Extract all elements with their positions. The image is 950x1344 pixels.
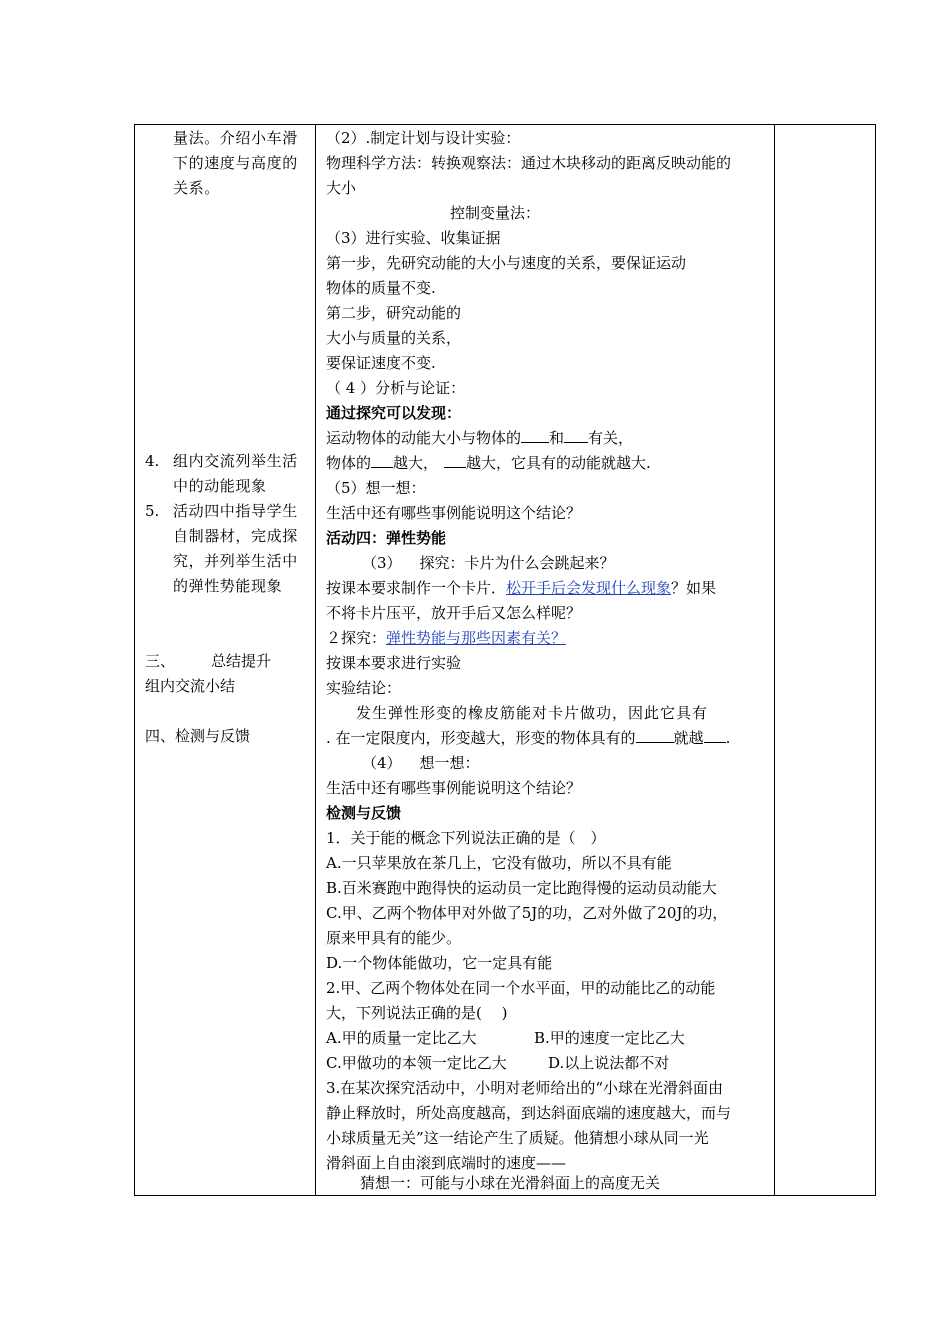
left-text-line: 量法。介绍小车滑	[173, 129, 298, 147]
hyperlink[interactable]: 松开手后会发现什么现象	[506, 579, 672, 597]
question-text: 小球质量无关”这一结论产生了质疑。他猜想小球从同一光	[326, 1129, 709, 1147]
text-line: 不将卡片压平，放开手后又怎么样呢？	[326, 604, 582, 622]
fill-blank-line	[326, 428, 633, 448]
text-segment: ？如果	[671, 579, 717, 597]
text-line: 按课本要求进行实验	[326, 654, 462, 672]
answer-option: B.百米赛跑中跑得快的运动员一定比跑得慢的运动员动能大	[326, 879, 717, 897]
answer-option: C.甲做功的本领一定比乙大	[326, 1054, 507, 1072]
left-text-line: 自制器材，完成探	[173, 527, 298, 545]
text-line: 第二步，研究动能的	[326, 304, 462, 322]
text-segment: 有关，	[588, 429, 634, 447]
column-divider-1	[315, 125, 316, 1195]
column-divider-2	[774, 125, 775, 1195]
text-line: 生活中还有哪些事例能说明这个结论？	[326, 504, 582, 522]
bold-heading: 活动四：弹性势能	[326, 529, 447, 547]
text-line: 实验结论：	[326, 679, 402, 697]
section-number: 三、	[145, 652, 176, 670]
text-segment: （3）	[362, 554, 402, 572]
fill-blank-line	[326, 453, 651, 473]
text-line: 要保证速度不变.	[326, 354, 436, 372]
text-segment: 想一想：	[419, 754, 480, 772]
left-text-line: 中的动能现象	[173, 477, 267, 495]
text-line: （2）.制定计划与设计实验：	[326, 129, 521, 147]
text-line	[326, 553, 615, 573]
bold-heading: 通过探究可以发现：	[326, 404, 462, 422]
text-segment: 运动物体的动能大小与物体的	[326, 429, 522, 447]
answer-blank	[704, 728, 726, 743]
question-text: 滑斜面上自由滚到底端时的速度——	[326, 1154, 567, 1172]
answer-option: D.以上说法都不对	[548, 1054, 670, 1072]
list-number: 4.	[145, 452, 160, 470]
text-segment: 越大，它具有的动能就越大.	[466, 454, 651, 472]
question-text: 3.在某次探究活动中，小明对老师给出的“小球在光滑斜面由	[326, 1079, 723, 1097]
text-line: （ 4 ）分析与论证：	[326, 379, 466, 397]
left-text-line: 组内交流小结	[145, 677, 236, 695]
answer-option: 原来甲具有的能少。	[326, 929, 462, 947]
text-segment: 按课本要求制作一个卡片．	[326, 579, 507, 597]
list-number: 5.	[145, 502, 160, 520]
section-title: 总结提升	[211, 652, 272, 670]
text-segment: . 在一定限度内，形变越大，形变的物体具有的	[326, 729, 636, 747]
text-line: 控制变量法：	[450, 204, 541, 222]
left-text-line: 究，并列举生活中	[173, 552, 298, 570]
text-segment: 越大，	[393, 454, 439, 472]
left-text-line: 的弹性势能现象	[173, 577, 283, 595]
question-text: 大，下列说法正确的是( )	[326, 1004, 508, 1022]
answer-blank	[444, 453, 466, 468]
text-line	[326, 578, 716, 598]
question-text: 静止释放时，所处高度越高，到达斜面底端的速度越大，而与	[326, 1104, 732, 1122]
text-segment: 和	[549, 429, 565, 447]
bold-heading: 检测与反馈	[326, 804, 402, 822]
answer-blank	[371, 453, 393, 468]
text-line: （5）想一想：	[326, 479, 426, 497]
answer-blank	[636, 728, 674, 743]
text-segment: 探究：卡片为什么会跳起来？	[419, 554, 615, 572]
question-text: 1．关于能的概念下列说法正确的是（ ）	[326, 829, 606, 847]
answer-option: B.甲的速度一定比乙大	[534, 1029, 685, 1047]
text-segment: 物体的	[326, 454, 372, 472]
answer-option: A.甲的质量一定比乙大	[326, 1029, 477, 1047]
left-text-line: 关系。	[173, 179, 220, 197]
fill-blank-line	[326, 728, 730, 748]
section-title: 四、检测与反馈	[145, 727, 251, 745]
question-text: 2.甲、乙两个物体处在同一个水平面，甲的动能比乙的动能	[326, 979, 716, 997]
question-text: 猜想一：可能与小球在光滑斜面上的高度无关	[360, 1174, 661, 1192]
text-segment: ２探究：	[326, 629, 387, 647]
left-text-line: 下的速度与高度的	[173, 154, 298, 172]
text-line: 大小	[326, 179, 357, 197]
text-segment: （4）	[362, 754, 402, 772]
text-line: （3）进行实验、收集证据	[326, 229, 501, 247]
answer-option: C.甲、乙两个物体甲对外做了5J的功，乙对外做了20J的功，	[326, 904, 728, 922]
text-segment: .	[725, 729, 731, 747]
text-line: 发生弹性形变的橡皮筋能对卡片做功，因此它具有	[356, 704, 709, 722]
answer-option: A.一只苹果放在茶几上，它没有做功，所以不具有能	[326, 854, 672, 872]
text-line: 大小与质量的关系，	[326, 329, 462, 347]
answer-blank	[564, 428, 588, 443]
answer-option: D.一个物体能做功，它一定具有能	[326, 954, 553, 972]
left-text-line: 活动四中指导学生	[173, 502, 298, 520]
text-segment: 就越	[673, 729, 704, 747]
answer-blank	[521, 428, 549, 443]
text-line	[326, 628, 566, 648]
text-line: 物体的质量不变.	[326, 279, 436, 297]
hyperlink[interactable]: 弹性势能与那些因素有关？	[386, 629, 567, 647]
text-line: 第一步，先研究动能的大小与速度的关系，要保证运动	[326, 254, 687, 272]
text-line: 物理科学方法：转换观察法：通过木块移动的距离反映动能的	[326, 154, 732, 172]
left-text-line: 组内交流列举生活	[173, 452, 298, 470]
text-line	[326, 753, 480, 773]
text-line: 生活中还有哪些事例能说明这个结论？	[326, 779, 582, 797]
